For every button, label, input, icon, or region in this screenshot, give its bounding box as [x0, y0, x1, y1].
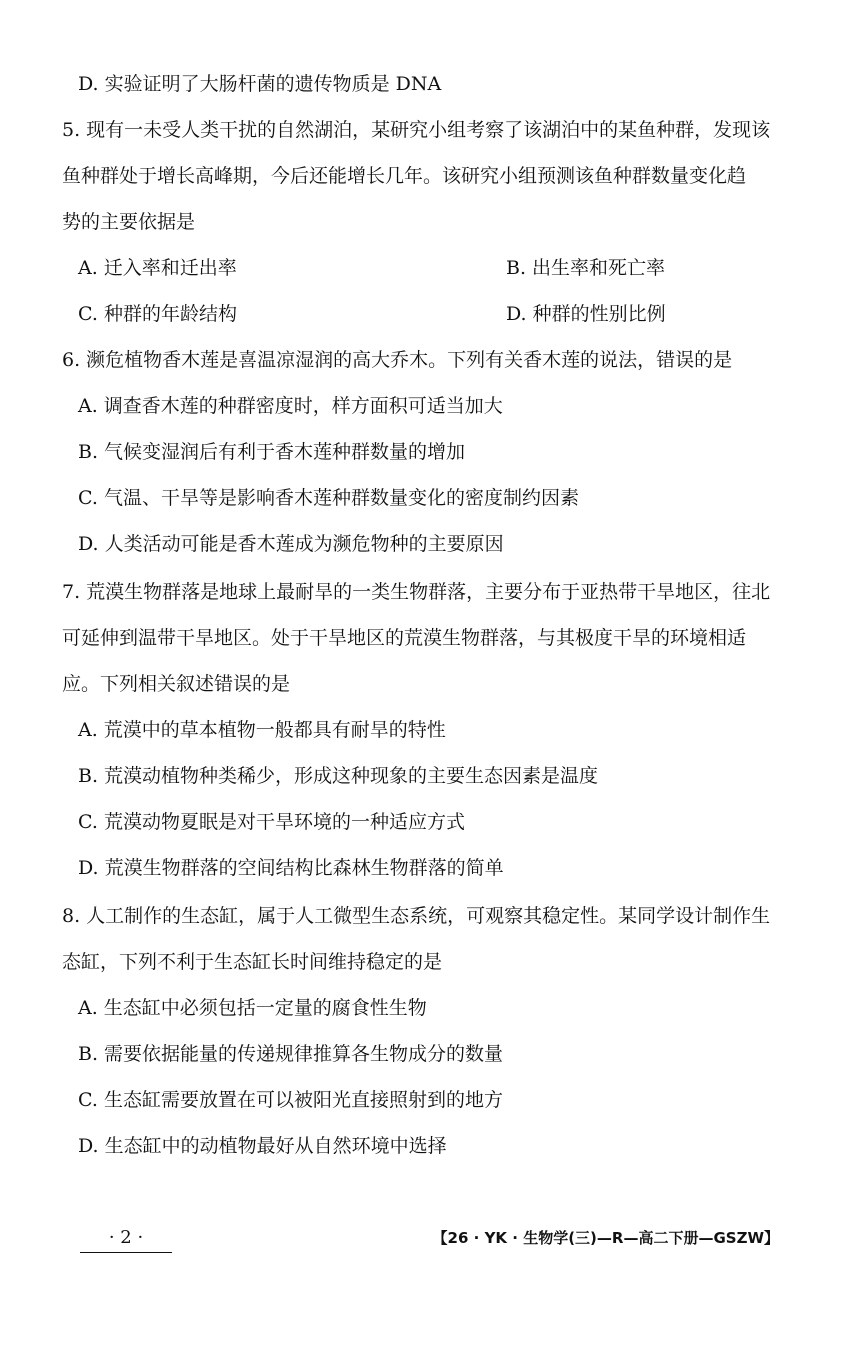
q6-option-b: B. 气候变湿润后有利于香木莲种群数量的增加	[78, 441, 466, 463]
q5-stem-line-1: 5. 现有一未受人类干扰的自然湖泊，某研究小组考察了该湖泊中的某鱼种群，发现该	[62, 119, 771, 141]
q5-options-row-1	[78, 254, 838, 282]
q7-stem-line-3: 应。下列相关叙述错误的是	[62, 673, 291, 695]
q8-option-d: D. 生态缸中的动植物最好从自然环境中选择	[78, 1135, 447, 1157]
q6-option-d: D. 人类活动可能是香木莲成为濒危物种的主要原因	[78, 533, 504, 555]
q6-option-c: C. 气温、干旱等是影响香木莲种群数量变化的密度制约因素	[78, 487, 579, 509]
q4-option-d: D. 实验证明了大肠杆菌的遗传物质是 DNA	[78, 73, 442, 95]
q5-option-a: A. 迁入率和迁出率	[78, 257, 237, 279]
q7-option-d: D. 荒漠生物群落的空间结构比森林生物群落的简单	[78, 857, 504, 879]
q8-option-a: A. 生态缸中必须包括一定量的腐食性生物	[78, 997, 427, 1019]
q6-stem-line-1: 6. 濒危植物香木莲是喜温凉湿润的高大乔木。下列有关香木莲的说法，错误的是	[62, 349, 733, 371]
q8-option-b: B. 需要依据能量的传递规律推算各生物成分的数量	[78, 1043, 504, 1065]
q7-option-b: B. 荒漠动植物种类稀少，形成这种现象的主要生态因素是温度	[78, 765, 599, 787]
q7-option-a: A. 荒漠中的草本植物一般都具有耐旱的特性	[78, 719, 446, 741]
exam-code: 【26 · YK · 生物学(三)—R—高二下册—GSZW】	[432, 1229, 779, 1247]
q5-stem-line-3: 势的主要依据是	[62, 211, 196, 233]
q7-stem-line-2: 可延伸到温带干旱地区。处于干旱地区的荒漠生物群落，与其极度干旱的环境相适	[62, 627, 747, 649]
q7-option-c: C. 荒漠动物夏眠是对干旱环境的一种适应方式	[78, 811, 465, 833]
q8-stem-line-1: 8. 人工制作的生态缸，属于人工微型生态系统，可观察其稳定性。某同学设计制作生	[62, 905, 771, 927]
page-number: · 2 ·	[80, 1224, 172, 1253]
q7-stem-line-1: 7. 荒漠生物群落是地球上最耐旱的一类生物群落，主要分布于亚热带干旱地区，往北	[62, 581, 771, 603]
q8-option-c: C. 生态缸需要放置在可以被阳光直接照射到的地方	[78, 1089, 503, 1111]
q5-option-d: D. 种群的性别比例	[506, 303, 666, 325]
q5-option-c: C. 种群的年龄结构	[78, 303, 237, 325]
q8-stem-line-2: 态缸，下列不利于生态缸长时间维持稳定的是	[62, 951, 443, 973]
q5-stem-line-2: 鱼种群处于增长高峰期，今后还能增长几年。该研究小组预测该鱼种群数量变化趋	[62, 165, 747, 187]
q5-options-row-2	[78, 300, 838, 328]
q5-option-b: B. 出生率和死亡率	[506, 257, 666, 279]
q6-option-a: A. 调查香木莲的种群密度时，样方面积可适当加大	[78, 395, 503, 417]
